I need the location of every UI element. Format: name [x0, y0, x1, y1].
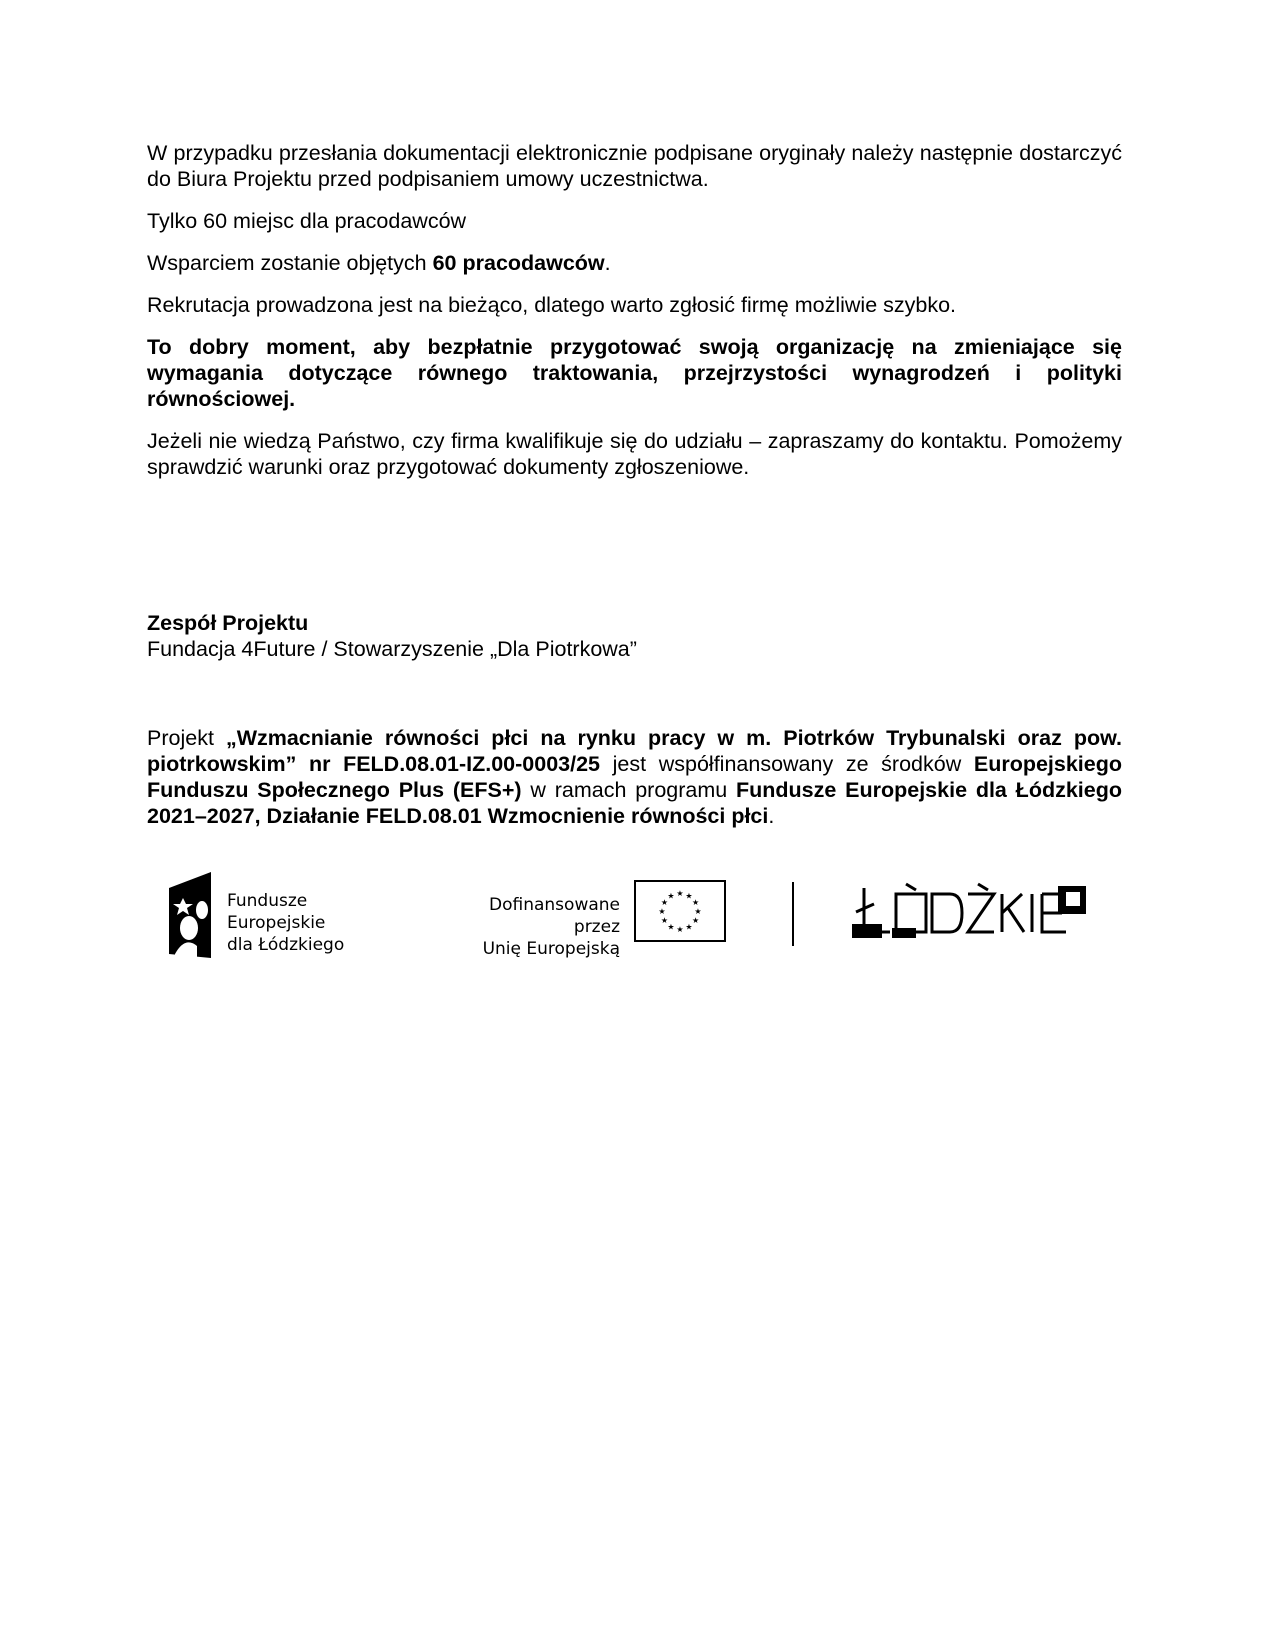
- paragraph-support-count: [147, 250, 1122, 276]
- fe-logo-text: [227, 890, 407, 956]
- logo-bar: [147, 870, 1122, 960]
- support-count-text: Wsparciem zostanie objętych: [147, 251, 433, 275]
- document-body: [147, 140, 1122, 480]
- fe-logo-line2: dla Łódzkiego: [227, 935, 345, 955]
- logo-separator: [792, 882, 794, 946]
- eu-star-icon: ★: [685, 922, 693, 932]
- funding-paragraph: [147, 725, 1122, 829]
- funding-fund-name: Europejskiego Funduszu Społecznego Plus (EFS+): [147, 752, 1123, 802]
- support-count-bold: 60 pracodawców: [432, 251, 605, 275]
- fe-logo-line1: Fundusze Europejskie: [227, 891, 326, 933]
- funding-t3: w ramach programu: [521, 778, 737, 802]
- lodzkie-logo: [852, 880, 1102, 950]
- fe-emblem-icon: [167, 870, 217, 960]
- fundusze-europejskie-logo: [167, 870, 407, 960]
- eu-star-icon: ★: [660, 898, 668, 907]
- eu-star-icon: ★: [676, 889, 684, 898]
- funding-program-name: Fundusze Europejskie dla Łódzkiego 2021–2027, Działanie FELD.08.01 Wzmocnienie równości płci: [147, 778, 1122, 828]
- eu-logo-text: [442, 894, 620, 960]
- funding-t4: .: [768, 804, 775, 828]
- eu-star-icon: ★: [660, 916, 668, 925]
- eu-star-icon: ★: [658, 907, 666, 916]
- funding-notice: [147, 725, 1122, 829]
- eu-star-icon: ★: [692, 898, 700, 907]
- lodzkie-wordmark-icon: [852, 880, 1102, 950]
- paragraph-places-heading: Tylko 60 miejsc dla pracodawców: [147, 209, 467, 233]
- funding-t2: jest współfinansowany ze środków: [600, 752, 974, 776]
- eu-star-icon: ★: [676, 925, 684, 934]
- eu-logo-line1: Dofinansowane przez: [489, 895, 620, 937]
- eu-star-icon: ★: [694, 907, 702, 916]
- eu-star-icon: ★: [667, 922, 675, 932]
- signature-team: Zespół Projektu: [147, 611, 309, 635]
- funding-t1: Projekt: [147, 726, 226, 750]
- signature-org: Fundacja 4Future / Stowarzyszenie „Dla Piotrkowa”: [147, 637, 637, 661]
- eu-funding-logo: [442, 880, 742, 959]
- paragraph-electronic-docs: W przypadku przesłania dokumentacji elektronicznie podpisane oryginały należy następnie dostarczyć do Biura Projektu przed podpisaniem umowy uczestnictwa.: [147, 141, 1122, 191]
- paragraph-contact: Jeżeli nie wiedzą Państwo, czy firma kwalifikuje się do udziału – zapraszamy do kontaktu. Pomożemy sprawdzić warunki oraz przygotować dokumenty zgłoszeniowe.: [147, 429, 1122, 479]
- signature-block: [147, 610, 1122, 662]
- eu-star-icon: ★: [667, 891, 675, 901]
- paragraph-recruitment: Rekrutacja prowadzona jest na bieżąco, dlatego warto zgłosić firmę możliwie szybko.: [147, 293, 957, 317]
- funding-project-title: „Wzmacnianie równości płci na rynku pracy w m. Piotrków Trybunalski oraz pow. piotrkowskim” nr FELD.08.01-IZ.00-0003/25: [147, 726, 1122, 776]
- eu-flag-icon: [634, 880, 726, 942]
- support-count-dot: .: [604, 251, 611, 275]
- eu-star-icon: ★: [685, 891, 693, 901]
- paragraph-good-moment: To dobry moment, aby bezpłatnie przygotować swoją organizację na zmieniające się wymagania dotyczące równego traktowania, przejrzystości wynagrodzeń i polityki równościowej.: [147, 335, 1122, 411]
- eu-star-icon: ★: [692, 916, 700, 925]
- eu-logo-line2: Unię Europejską: [482, 939, 620, 959]
